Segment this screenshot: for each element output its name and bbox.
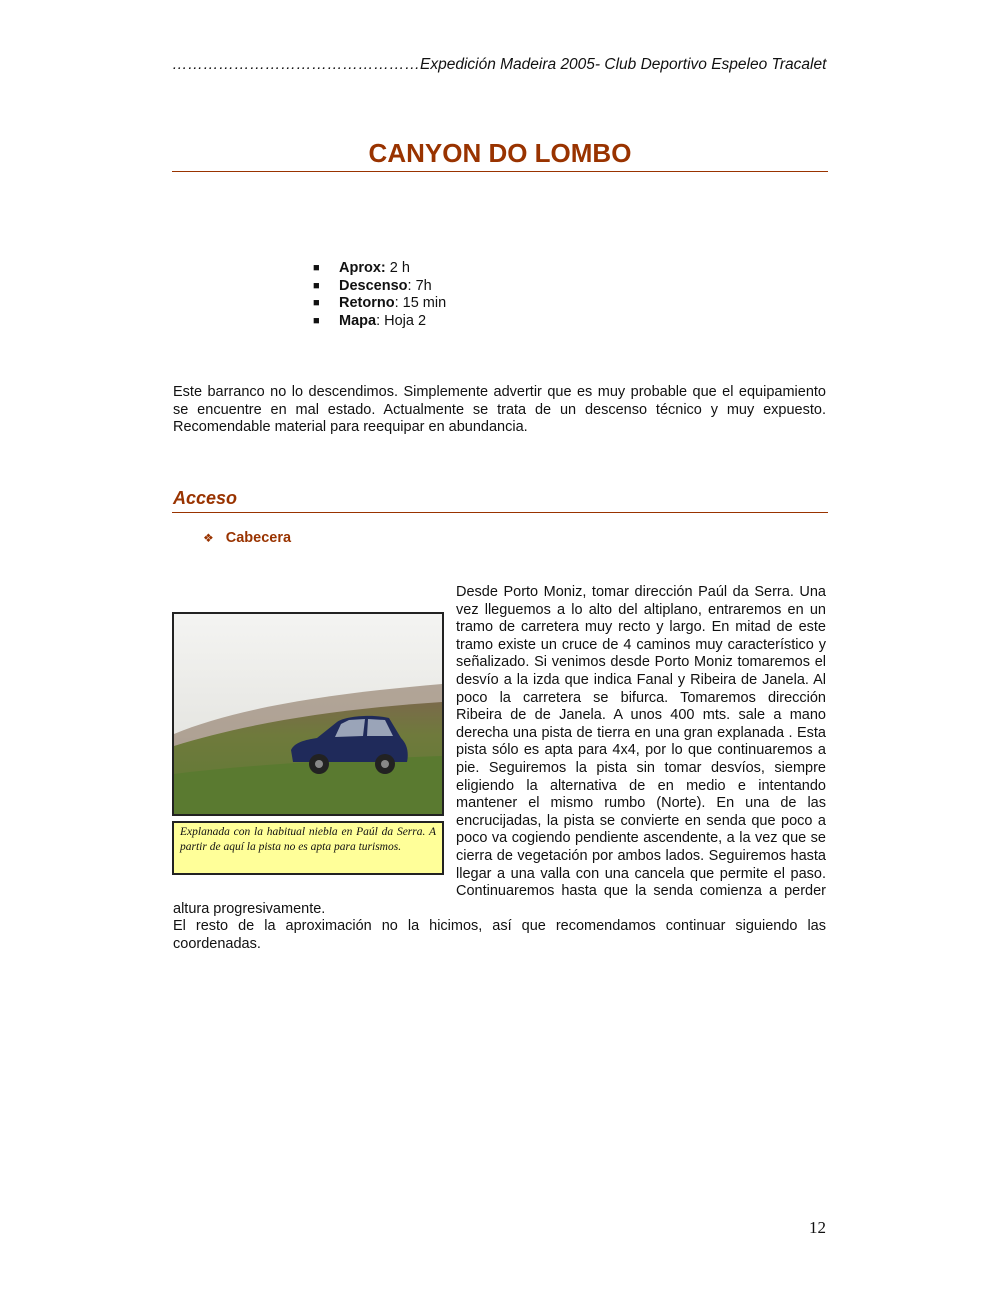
spec-label: Retorno — [339, 295, 395, 312]
spec-item — [313, 313, 446, 331]
intro-paragraph: Este barranco no lo descendimos. Simplemente advertir que es muy probable que el equipamiento se encuentre en mal estado. Actualmente se trata de un descenso técnico y muy expuesto. Recomendable material para reequipar en abundancia. — [173, 384, 826, 436]
spec-label: Descenso — [339, 277, 408, 294]
header-dots: ………………………………………… — [172, 56, 420, 73]
subsection-label: Cabecera — [225, 530, 292, 546]
bullet-icon: ■ — [313, 297, 320, 310]
page-title: CANYON DO LOMBO — [368, 138, 632, 168]
page-number: 12 — [809, 1218, 826, 1237]
spec-value: : 15 min — [394, 295, 447, 312]
access-paragraph-1: Desde Porto Moniz, tomar dirección Paúl da Serra. Una vez lleguemos a lo alto del altiplano, entraremos en un tramo de carretera muy recto y largo. En mitad de este tramo existe un cruce de 4 caminos muy característico y señalizado. Si venimos desde Porto Moniz tomaremos el desvío a la izda que indica Fanal y Ribeira de Janela. Al poco la carretera se bifurca. Tomaremos dirección Ribeira de de Janela. A unos 400 mts. sale a mano derecha una pista de tierra en una gran explanada . Esta pista sólo es apta para 4x4, por lo que continuaremos a pie. Seguiremos la pista sin tomar desvíos, siempre eligiendo la alternativa de en medio e intentando mantener el mismo rumbo (Norte). En una de las encrucijadas, la pista se convierte en senda que poco a poco va cogiendo pendiente ascendente, a la vez que se cierra de vegetación por ambos lados. Seguiremos hasta llegar a una valla con una cancela que permite el paso. Continuaremos hasta que la senda comienza a perder altura progresivamente. — [173, 584, 826, 917]
header-text: Expedición Madeira 2005- Club Deportivo Espeleo Tracalet — [420, 56, 827, 73]
photo-float-spacer — [173, 602, 456, 889]
spec-label: Aprox: — [339, 260, 386, 276]
title-underline — [172, 171, 828, 172]
spec-value: : Hoja 2 — [376, 312, 427, 329]
spec-label: Mapa — [339, 312, 377, 329]
bullet-icon: ■ — [313, 262, 320, 274]
running-header — [172, 56, 827, 74]
spec-item — [313, 260, 446, 278]
diamond-bullet-icon: ❖ — [203, 531, 214, 545]
subsection-heading-cabecera — [203, 530, 291, 546]
photo-caption: Explanada con la habitual niebla en Paúl da Serra. A partir de aquí la pista no es apta para turismos. — [172, 821, 444, 875]
section-underline — [172, 512, 828, 513]
access-paragraph-2: El resto de la aproximación no la hicimos, así que recomendamos continuar siguiendo las coordenadas. — [173, 918, 826, 952]
spec-value: 2 h — [385, 260, 410, 276]
spec-list — [313, 260, 446, 330]
spec-item — [313, 278, 446, 296]
bullet-icon: ■ — [313, 279, 320, 292]
access-body — [173, 584, 826, 953]
bullet-icon: ■ — [313, 314, 320, 327]
spec-value: : 7h — [407, 277, 432, 294]
section-heading-acceso: Acceso — [173, 488, 238, 508]
spec-item — [313, 295, 446, 313]
